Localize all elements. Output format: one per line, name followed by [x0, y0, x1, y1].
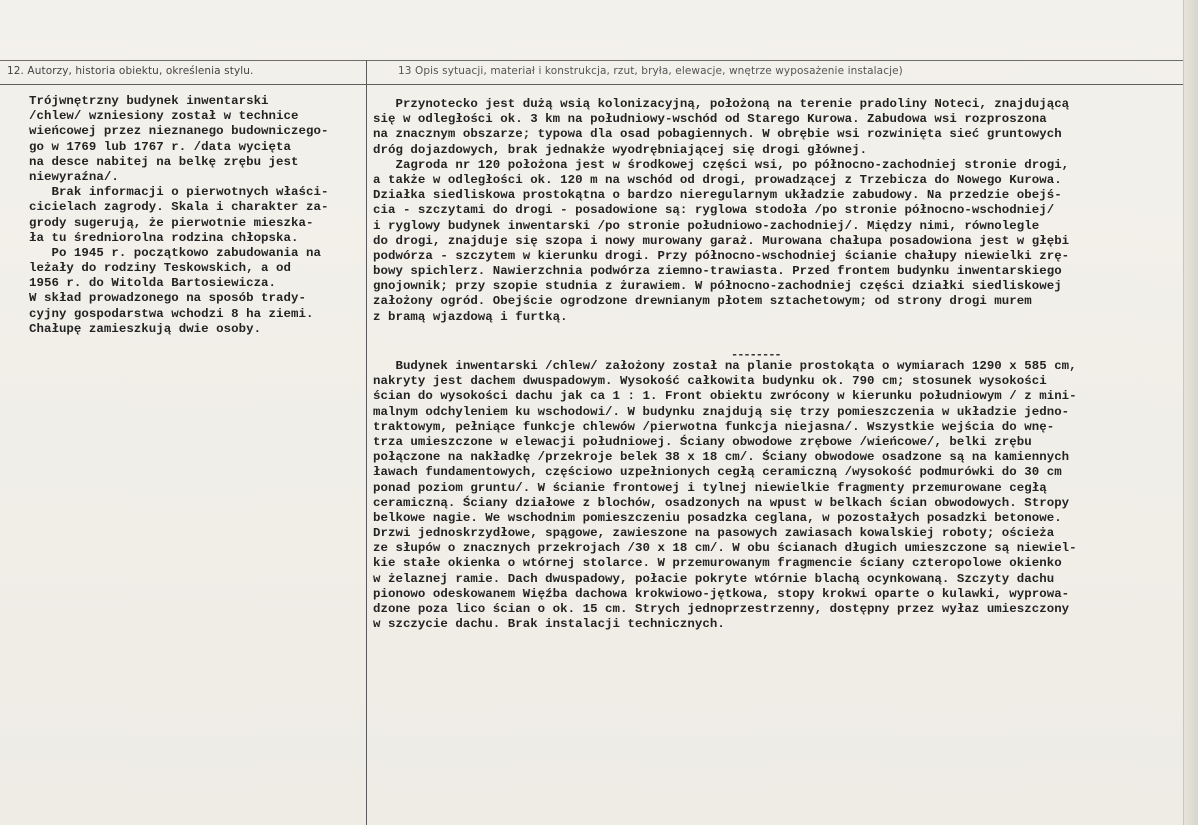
- text-line: założony ogród. Obejście ogrodzone drewnianym płotem sztachetowym; od strony drogi murem: [373, 294, 1032, 309]
- text-line: połączone na nakładkę /przekroje belek 38 x 18 cm/. Ściany obwodowe osadzone są na kamiennych: [373, 450, 1070, 465]
- section-separator: --------: [731, 348, 781, 362]
- top-rule: [0, 60, 1198, 61]
- text-line: malnym odchyleniem ku wschodowi/. W budynku znajdują się trzy pomieszczenia w układzie jedno-: [373, 404, 1070, 419]
- text-line: leżały do rodziny Teskowskich, a od: [29, 261, 291, 276]
- text-line: na desce nabitej na belkę zrębu jest: [29, 154, 299, 169]
- text-line: dróg dojazdowych, brak jednakże wyodrębniającej się drogi głównej.: [373, 142, 868, 157]
- text-line: w szczycie dachu. Brak instalacji technicznych.: [373, 617, 725, 632]
- text-line: i ryglowy budynek inwentarski /po stronie południowo-zachodniej/. Między nimi, równolegle: [373, 218, 1040, 233]
- text-line: podwórza - szczytem w kierunku drogi. Przy północno-wschodniej ścianie chałupy niewielki zrę-: [373, 248, 1070, 263]
- text-line: W skład prowadzonego na sposób trady-: [29, 291, 306, 306]
- section-header-left: 12. Autorzy, historia obiektu, określenia stylu.: [7, 65, 254, 77]
- text-line: Chałupę zamieszkują dwie osoby.: [29, 321, 262, 336]
- text-line: ponad poziom gruntu/. W ścianie frontowej i tylnej niewielkie fragmenty przemurowane cegłą: [373, 480, 1047, 495]
- page-edge: [1183, 0, 1198, 825]
- text-line: do drogi, znajduje się szopa i nowy murowany garaż. Murowana chałupa posadowiona jest w głębi: [373, 233, 1070, 248]
- text-line: Przynotecko jest dużą wsią kolonizacyjną, położoną na terenie pradoliny Noteci, znajdującą: [373, 97, 1070, 111]
- text-line: Brak informacji o pierwotnych właści-: [29, 185, 329, 200]
- text-line: wieńcowej przez nieznanego budowniczego-: [29, 124, 329, 139]
- text-line: pionowo odeskowanem Więźba dachowa krokwiowo-jętkowa, stopy krokwi oparte o kulawki, wyprowa-: [373, 586, 1070, 601]
- column-divider: [366, 60, 367, 825]
- text-line: Działka siedliskowa prostokątna o bardzo nieregularnym układzie zabudowy. Na przedzie obejś-: [373, 188, 1062, 203]
- text-line: się w odległości ok. 3 km na południowy-wschód od Starego Kurowa. Zabudowa wsi rozproszona: [373, 112, 1047, 127]
- text-line: gnojownik; przy szopie studnia z żurawiem. W północno-zachodniej części działki siedliskowej: [373, 279, 1062, 294]
- text-line: grody sugerują, że pierwotnie mieszka-: [29, 215, 314, 230]
- text-line: a także w odległości ok. 120 m na wschód od drogi, prowadzącej z Trzebicza do Nowego Kurowa.: [373, 172, 1062, 187]
- text-line: ze słupów o znacznych przekrojach /30 x 18 cm/. W obu ścianach długich umieszczone są niewiel-: [373, 541, 1077, 556]
- text-line: cia - szczytami do drogi - posadowione są: ryglowa stodoła /po stronie północno-wschodniej/: [373, 203, 1055, 218]
- header-rule: [0, 84, 1198, 85]
- text-line: ścian do wysokości dachu jak ca 1 : 1. Front obiektu zwrócony w kierunku południowym / z mini-: [373, 389, 1077, 404]
- text-line: dzone poza lico ścian o ok. 15 cm. Strych jednoprzestrzenny, dostępny przez wyłaz umieszczony: [373, 602, 1070, 616]
- text-line: nakryty jest dachem dwuspadowym. Wysokość całkowita budynku ok. 790 cm; stosunek wysokości: [373, 374, 1047, 389]
- text-line: niewyraźna/.: [29, 169, 119, 184]
- text-line: na znacznym obszarze; typowa dla osad pobagiennych. W obrębie wsi rozwinięta sieć gruntowych: [373, 127, 1062, 142]
- text-line: belkowe nagie. We wschodnim pomieszczeniu posadzka ceglana, w pozostałych posadzki betonowe.: [373, 510, 1062, 525]
- text-line: trza umieszczone w elewacji południowej. Ściany obwodowe zrębowe /wieńcowe/, belki zrębu: [373, 434, 1032, 449]
- text-line: cyjny gospodarstwa wchodzi 8 ha ziemi.: [29, 306, 314, 321]
- text-line: Trójwnętrzny budynek inwentarski: [29, 94, 269, 108]
- text-line: Drzwi jednoskrzydłowe, spągowe, zawieszone na pasowych zawiasach kowalskiej roboty; ościeża: [373, 526, 1055, 541]
- text-line: cicielach zagrody. Skala i charakter za-: [29, 200, 329, 215]
- text-line: ceramiczną. Ściany działowe z blochów, osadzonych na wpust w belkach ścian obwodowych. Stropy: [373, 495, 1070, 510]
- text-line: 1956 r. do Witolda Bartosiewicza.: [29, 276, 277, 291]
- text-line: Budynek inwentarski /chlew/ założony został na planie prostokąta o wymiarach 1290 x 585 cm,: [373, 359, 1077, 373]
- section-header-right: 13 Opis sytuacji, materiał i konstrukcja, rzut, bryła, elewacje, wnętrze wyposażenie instalacje): [398, 65, 903, 77]
- text-line: go w 1769 lub 1767 r. /data wycięta: [29, 139, 291, 154]
- description-site-column: [373, 97, 1181, 325]
- text-line: ławach fundamentowych, częściowo uzpełnionych cegłą ceramiczną /wysokość podmurówki do 30 cm: [373, 465, 1062, 480]
- history-column: [29, 94, 361, 337]
- text-line: w żelaznej ramie. Dach dwuspadowy, połacie pokryte wtórnie blachą ocynkowaną. Szczyty dachu: [373, 571, 1055, 586]
- text-line: kie stałe okienka o wtórnej stolarce. W przemurowanym fragmencie ściany czteropolowe okienko: [373, 556, 1062, 571]
- text-line: bowy spichlerz. Nawierzchnia podwórza ziemno-trawiasta. Przed frontem budynku inwentarskiego: [373, 264, 1062, 279]
- text-line: ła tu średniorolna rodzina chłopska.: [29, 230, 299, 245]
- description-building-column: [373, 359, 1181, 632]
- text-line: traktowym, pełniące funkcje chlewów /pierwotna funkcja niejasna/. Wszystkie wejścia do wnę-: [373, 419, 1055, 434]
- text-line: z bramą wjazdową i furtką.: [373, 309, 568, 324]
- text-line: /chlew/ wzniesiony został w technice: [29, 109, 299, 124]
- text-line: Zagroda nr 120 położona jest w środkowej części wsi, po północno-zachodniej stronie drogi,: [373, 157, 1070, 172]
- text-line: Po 1945 r. początkowo zabudowania na: [29, 245, 321, 260]
